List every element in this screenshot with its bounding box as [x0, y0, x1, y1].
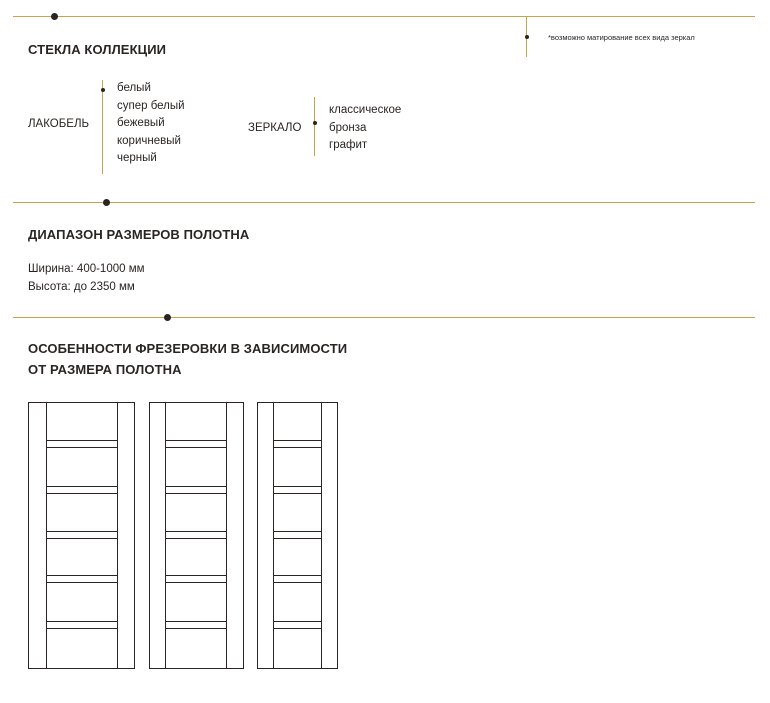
door-drawing-wide: [28, 402, 136, 670]
milling-title-line2: ОТ РАЗМЕРА ПОЛОТНА: [28, 362, 182, 377]
lacobel-dot: [101, 88, 105, 92]
list-item: бронза: [329, 121, 367, 134]
list-item: бежевый: [117, 117, 165, 129]
lacobel-colors-list: [117, 80, 185, 168]
mirror-label: ЗЕРКАЛО: [248, 122, 302, 134]
milling-divider: [13, 317, 755, 318]
top-divider-dot: [51, 13, 58, 20]
milling-divider-dot: [164, 314, 171, 321]
sizes-divider-dot: [103, 199, 110, 206]
mirror-colors-list: [329, 102, 401, 155]
door-drawing-medium: [149, 402, 245, 670]
mirror-divider: [314, 97, 315, 156]
note-dot: [525, 35, 529, 39]
list-item: классическое: [329, 104, 402, 116]
list-item: черный: [117, 152, 157, 164]
mirror-dot: [313, 121, 317, 125]
list-item: коричневый: [117, 134, 181, 147]
sizes-divider: [13, 202, 755, 203]
width-value: Ширина: 400-1000 мм: [28, 263, 145, 275]
top-divider: [13, 16, 755, 17]
size-range-title: ДИАПАЗОН РАЗМЕРОВ ПОЛОТНА: [28, 227, 250, 242]
list-item: белый: [117, 82, 151, 94]
height-value: Высота: до 2350 мм: [28, 281, 135, 293]
mirror-matting-note: *возможно матирование всех вида зеркал: [548, 33, 695, 42]
list-item: супер белый: [117, 99, 185, 112]
lacobel-label: ЛАКОБЕЛЬ: [28, 118, 90, 130]
glass-collection-title: СТЕКЛА КОЛЛЕКЦИИ: [28, 42, 167, 57]
door-drawing-narrow: [257, 402, 339, 670]
list-item: графит: [329, 139, 368, 151]
lacobel-divider: [102, 80, 103, 174]
milling-title-line1: ОСОБЕННОСТИ ФРЕЗЕРОВКИ В ЗАВИСИМОСТИ: [28, 341, 348, 356]
